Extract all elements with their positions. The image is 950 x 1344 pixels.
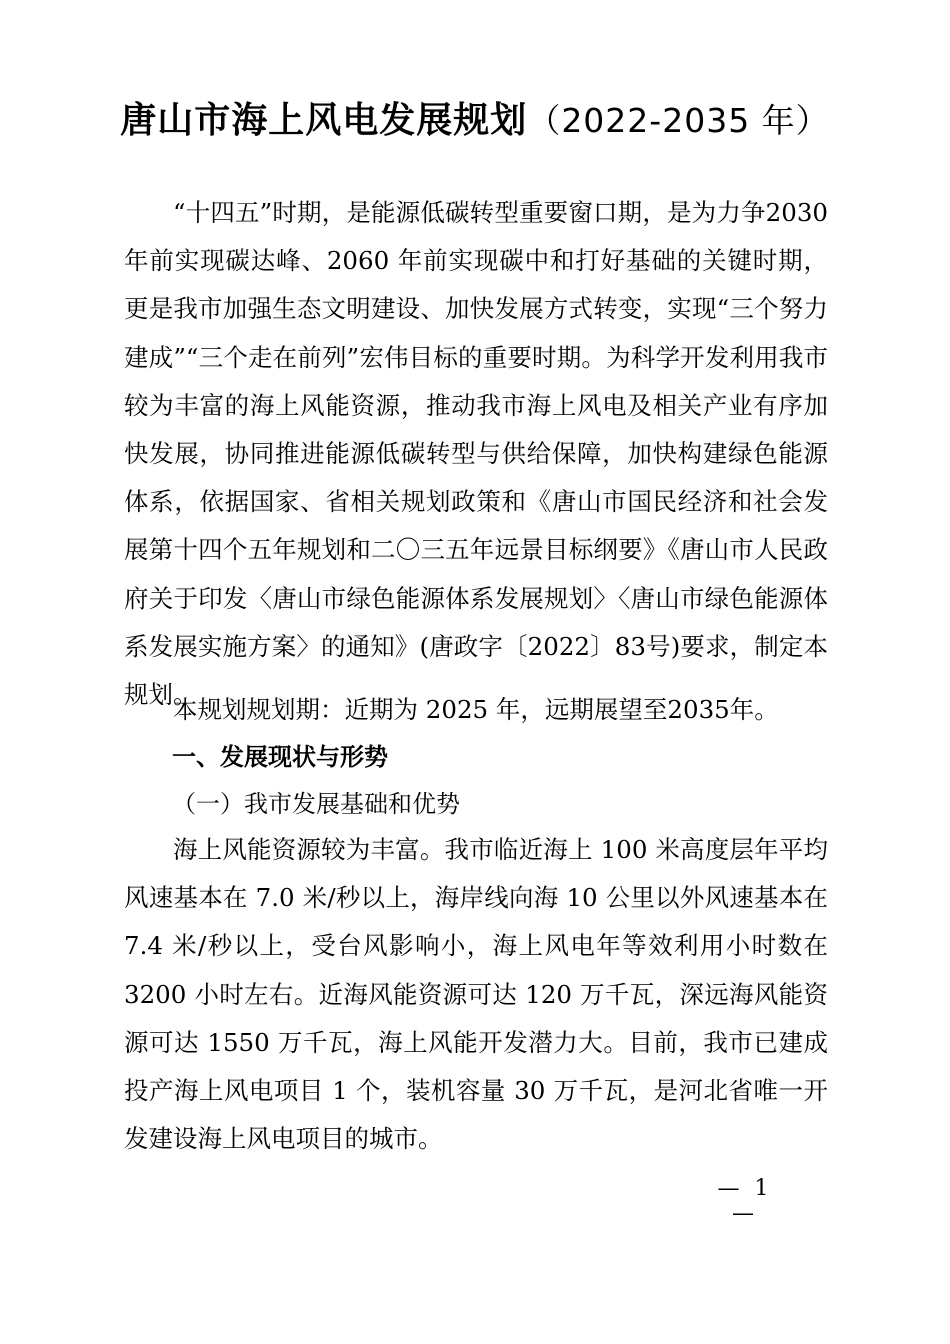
resources-paragraph-block [124,826,828,1163]
title-year: （2022-2035 年） [527,101,830,140]
subsection-heading: （一）我市发展基础和优势 [172,790,460,818]
section-heading: 一、发展现状与形势 [172,743,388,771]
planning-period-paragraph: 本规划规划期：近期为 2025 年，远期展望至2035年。 [173,695,779,724]
title-main: 唐山市海上风电发展规划 [120,99,528,141]
document-title [0,92,950,143]
resources-paragraph: 海上风能资源较为丰富。我市临近海上 100 米高度层年平均风速基本在 7.0 米/秒以上，海岸线向海 10 公里以外风速基本在 7.4 米/秒以上，受台风影响小，海上风电年等效利用小时数在 3200 小时左右。近海风能资源可达 120 万千瓦，深远海风能资源可达 1550 万千瓦，海上风能开发潜力大。目前，我市已建成投产海上风电项目 1 个，装机容量 30 万千瓦，是河北省唯一开发建设海上风电项目的城市。 [124,835,828,1154]
intro-paragraph: “十四五”时期，是能源低碳转型重要窗口期，是为力争2030 年前实现碳达峰、2060 年前实现碳中和打好基础的关键时期，更是我市加强生态文明建设、加快发展方式转变，实现“三个努力建成”“三个走在前列”宏伟目标的重要时期。为科学开发利用我市较为丰富的海上风能资源，推动我市海上风电及相关产业有序加快发展，协同推进能源低碳转型与供给保障，加快构建绿色能源体系，依据国家、省相关规划政策和《唐山市国民经济和社会发展第十四个五年规划和二〇三五年远景目标纲要》《唐山市人民政府关于印发〈唐山市绿色能源体系发展规划〉〈唐山市绿色能源体系发展实施方案〉的通知》(唐政字〔2022〕83号)要求，制定本规划。 [124,198,828,710]
page-number: — 1 — [717,1176,773,1226]
intro-paragraph-block [124,189,828,719]
